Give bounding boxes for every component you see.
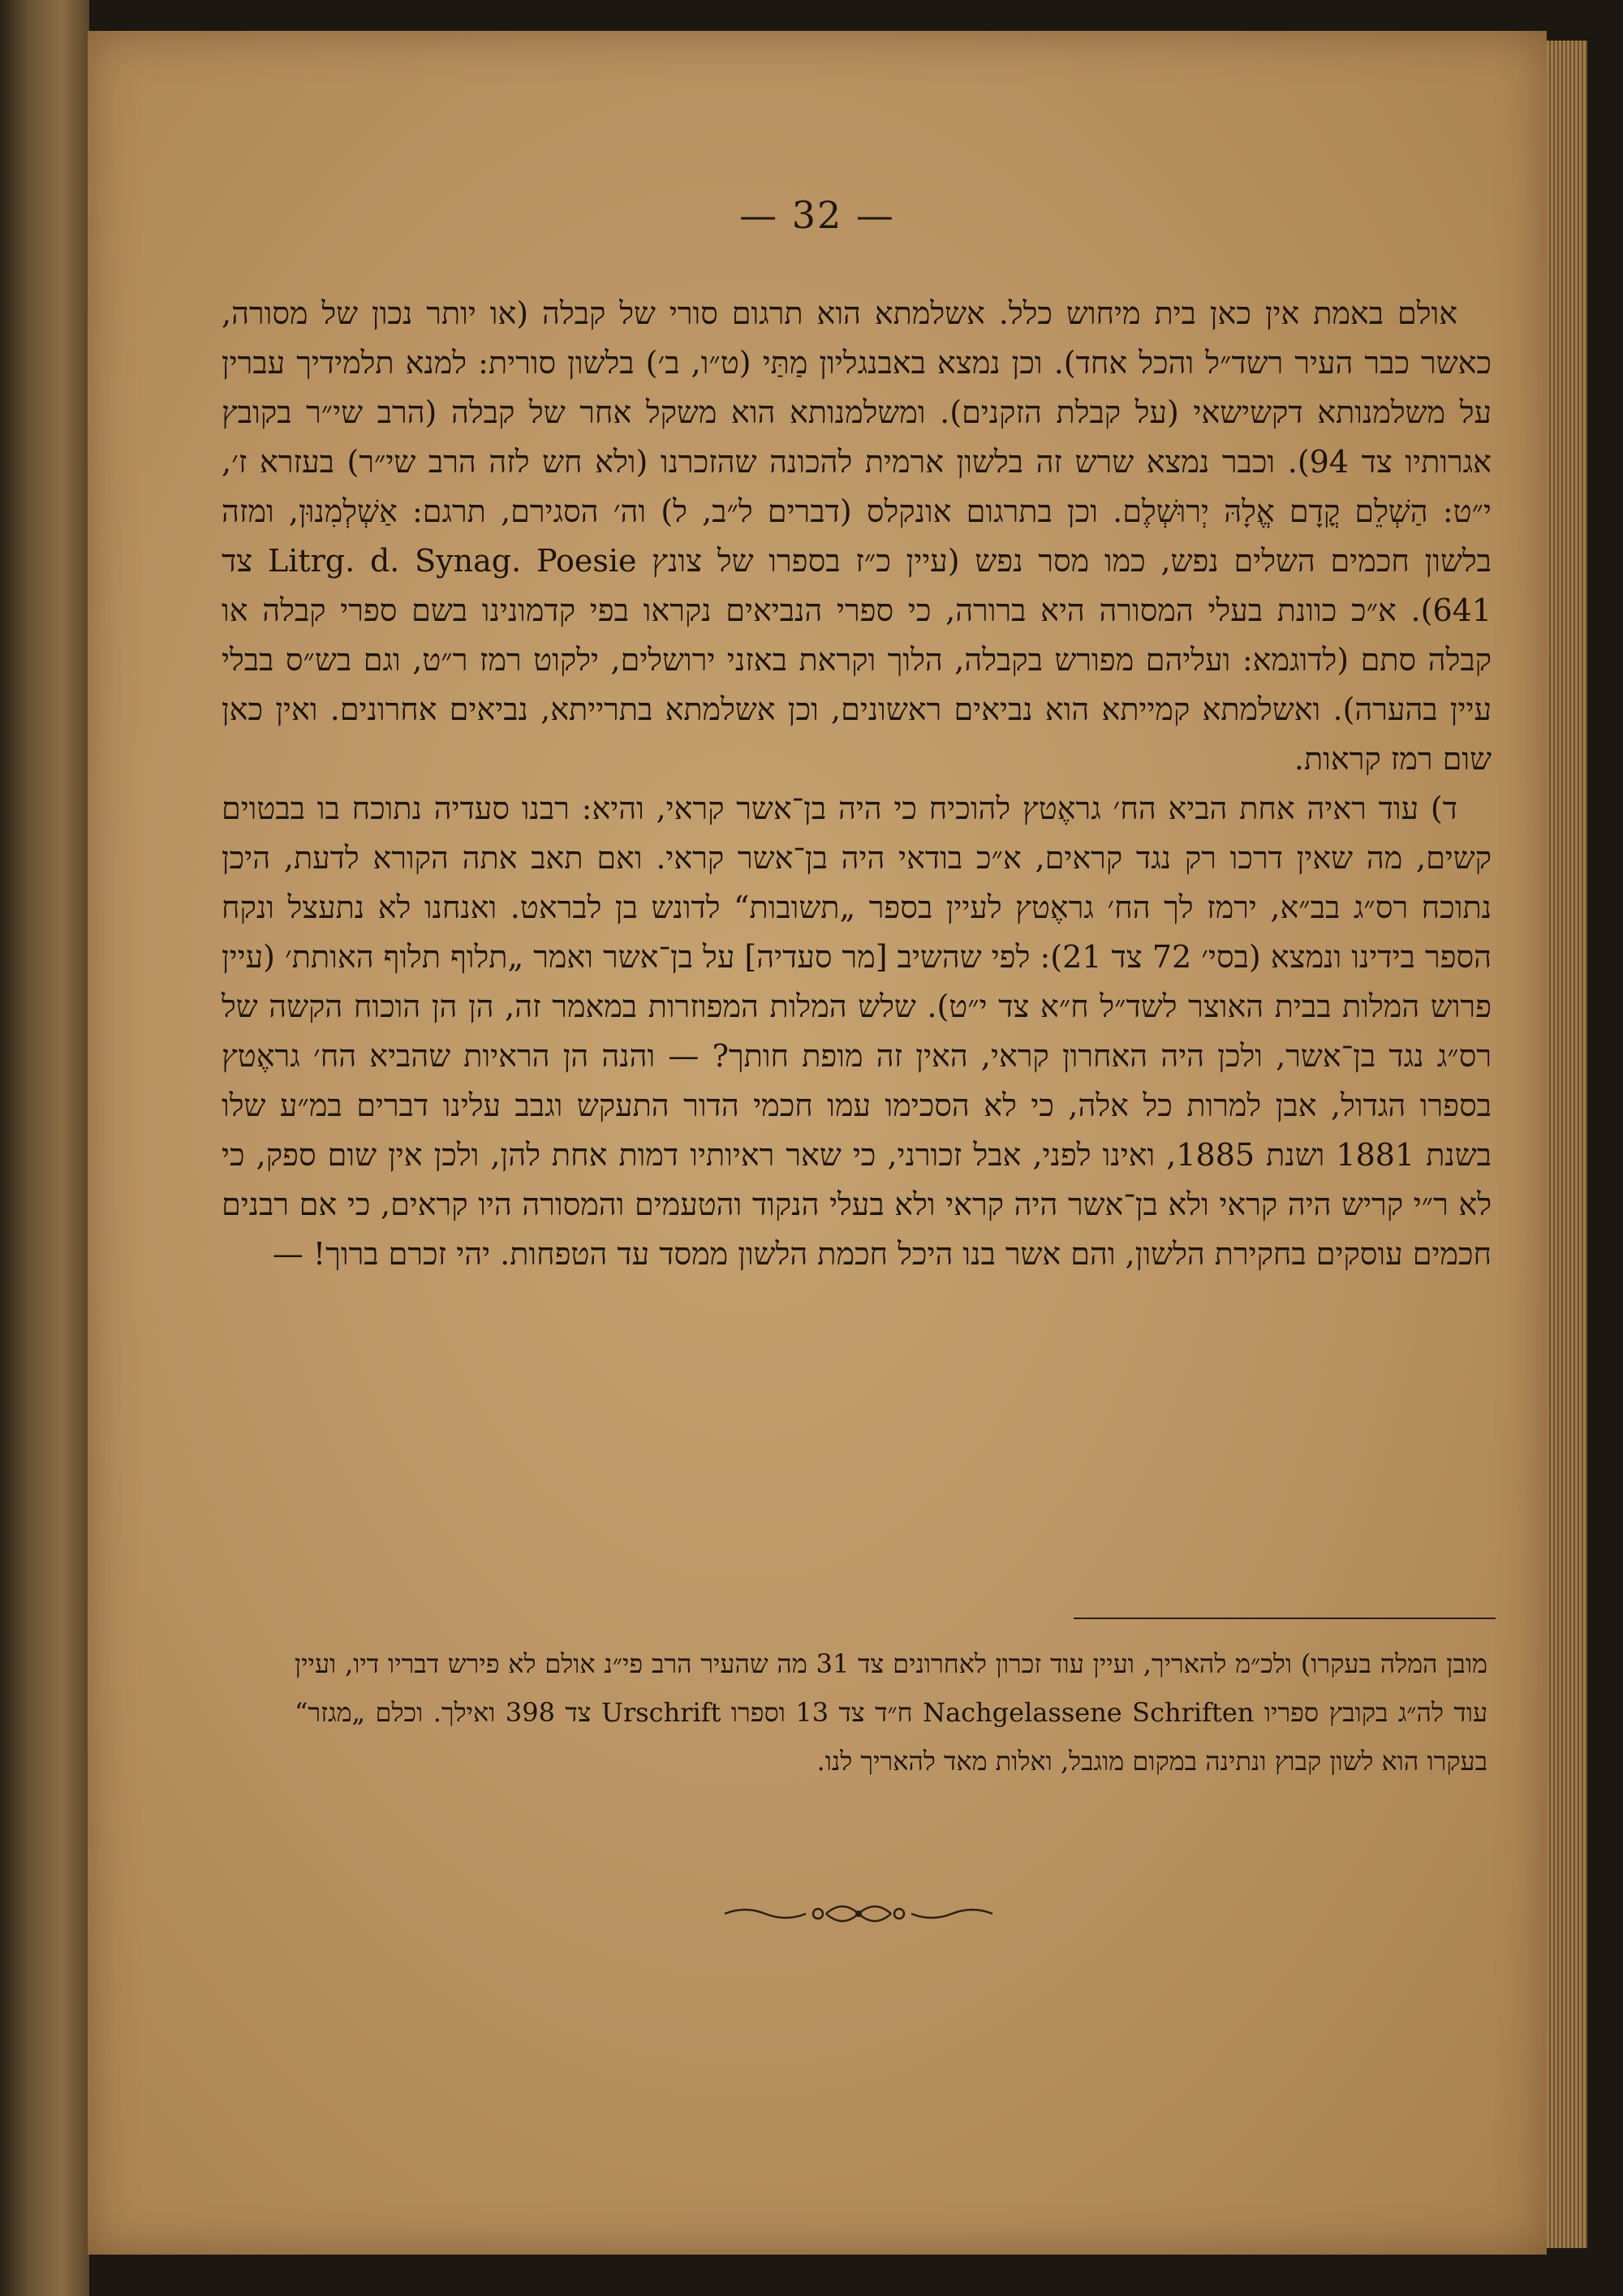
footnote: מובן המלה בעקרו) ולכ״מ להאריך, ועיין עוד זכרון לאחרונים צד 31 מה שהעיר הרב פי״נ אולם לא פירש דבריו דיו, ועיין עוד לה״ג בקובץ ספריו Nachgelassene Schriften ח״ד צד 13 וספרו Urschrift צד 398 ואילך. וכלם „מגזר“ בעקרו הוא לשון קבוץ ונתינה במקום מוגבל, ואלות מאד להאריך לנו. — [295, 1648, 1488, 1777]
ornament-divider — [721, 1898, 997, 1930]
main-text — [222, 289, 1492, 1279]
paragraph: ד) עוד ראיה אחת הביא הח׳ גראֶטץ להוכיח כי היה בן־אשר קראי, והיא: רבנו סעדיה נתוכח בו בבטוים קשים, מה שאין דרכו רק נגד קראים, א״כ בודאי היה בן־אשר קראי. ואם תאב אתה הקורא לדעת, היכן נתוכח רס״ג בב״א, ירמז לך הח׳ גראֶטץ לעיין בספר „תשובות“ לדונש בן לבראט. ואנחנו לא נתעצל ונקח הספר בידינו ונמצא (בסי׳ 72 צד 21): לפי שהשיב [מר סעדיה] על בן־אשר ואמר „תלוף תלוף האותת׳ (עיין פרוש המלות בבית האוצר לשד״ל ח״א צד י״ט). שלש המלות המפוזרות במאמר זה, הן הן הוכוח הקשה של רס״ג נגד בן־אשר, ולכן היה האחרון קראי, האין זה מופת חותך? — והנה הן הראיות שהביא הח׳ גראֶטץ בספרו הגדול, אבן למרות כל אלה, כי לא הסכימו עמו חכמי הדור התעקש וגבב עלינו דברים במ״ע שלו בשנת 1881 ושנת 1885, ואינו לפני, אבל זכורני, כי שאר ראיותיו דמות אחת להן, ולכן אין שום ספק, כי לא ר״י קריש היה קראי ולא בן־אשר היה קראי ולא בעלי הנקוד והטעמים והמסורה היו קראים, כי אם רבנים חכמים עוסקים בחקירת הלשון, והם אשר בנו היכל חכמת הלשון ממסד עד הטפחות. יהי זכרם ברוך! — — [222, 790, 1492, 1272]
book-gutter — [0, 0, 89, 2296]
page-edges — [1547, 41, 1587, 2248]
page-number: — 32 — — [739, 193, 895, 237]
paragraph: אולם באמת אין כאן בית מיחוש כלל. אשלמתא הוא תרגום סורי של קבלה (או יותר נכון של מסורה, כאשר כבר העיר רשד״ל והכל אחד). וכן נמצא באבנגליון מַתַּי (ט״ו, ב׳) בלשון סורית: למנא תלמידיך עברין על משלמנותא דקשישאי (על קבלת הזקנים). ומשלמנותא הוא משקל אחר של קבלה (הרב שי״ר בקובץ אגרותיו צד 94). וכבר נמצא שרש זה בלשון ארמית להכונה שהזכרנו (ולא חש לזה הרב שי״ר) בעזרא ז׳, י״ט: הַשְׁלֵם קֳדָם אֱלָהּ יְרוּשְׁלֶם. וכן בתרגום אונקלס (דברים ל״ב, ל) וה׳ הסגירם, תרגם: אַשְׁלְמִנוּן, ומזה בלשון חכמים השלים נפש, כמו מסר נפש (עיין כ״ז בספרו של צונץ Litrg. d. Synag. Poesie צד 641). א״כ כוונת בעלי המסורה היא ברורה, כי ספרי הנביאים נקראו בפי קדמונינו בשם ספרי קבלה או קבלה סתם (לדוגמא: ועליהם מפורש בקבלה, הלוך וקראת באזני ירושלים, ילקוט רמז ר״ט, וגם בש״ס בבלי עיין בהערה). ואשלמתא קמייתא הוא נביאים ראשונים, וכן אשלמתא בתרייתא, נביאים אחרונים. ואין כאן שום רמז קראות. — [222, 295, 1492, 777]
footnote-rule — [1074, 1618, 1496, 1619]
book-page — [88, 31, 1547, 2255]
